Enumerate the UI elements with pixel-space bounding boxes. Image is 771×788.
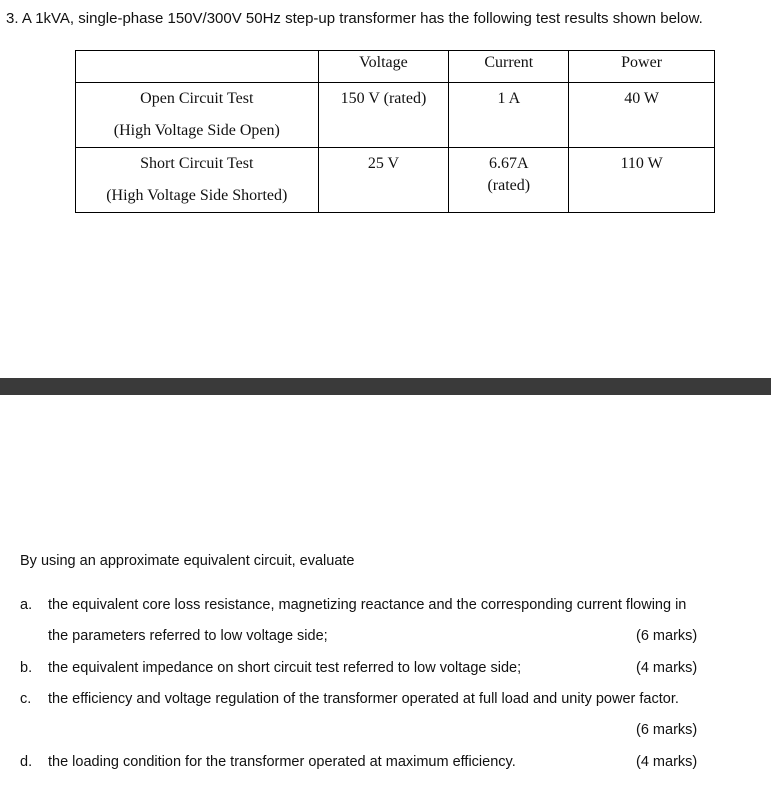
item-letter-d: d. <box>20 754 33 770</box>
current-cell <box>449 148 569 213</box>
intro-text: By using an approximate equivalent circuit, evaluate <box>20 553 355 569</box>
item-a-line2: the parameters referred to low voltage side; <box>48 628 328 644</box>
item-letter-b: b. <box>20 660 33 676</box>
header-voltage: Voltage <box>318 51 449 83</box>
item-c-marks: (6 marks) <box>636 722 698 738</box>
test-name-cell <box>76 148 319 213</box>
header-empty <box>76 51 319 83</box>
test-name-line1: Open Circuit Test <box>140 90 254 107</box>
table-row-short-circuit <box>76 148 715 213</box>
power-cell <box>569 83 715 148</box>
current-value: 6.67A <box>489 155 529 172</box>
header-current: Current <box>449 51 569 83</box>
test-name-line2: (High Voltage Side Shorted) <box>106 187 288 204</box>
current-note: (rated) <box>487 177 531 194</box>
test-name-line1: Short Circuit Test <box>140 155 254 172</box>
current-cell <box>449 83 569 148</box>
power-cell <box>569 148 715 213</box>
voltage-value: 25 V <box>367 155 400 172</box>
item-a-marks: (6 marks) <box>636 628 698 644</box>
item-b-marks: (4 marks) <box>636 660 698 676</box>
header-power: Power <box>569 51 715 83</box>
voltage-value: 150 V (rated) <box>340 90 427 107</box>
item-b-line1: the equivalent impedance on short circuit test referred to low voltage side; <box>48 660 522 676</box>
item-a-line1: the equivalent core loss resistance, magnetizing reactance and the corresponding current flowing in <box>48 597 687 613</box>
item-c-line1: the efficiency and voltage regulation of the transformer operated at full load and unity power factor. <box>48 691 679 707</box>
item-d-line1: the loading condition for the transformer operated at maximum efficiency. <box>48 754 516 770</box>
item-d-marks: (4 marks) <box>636 754 698 770</box>
item-letter-c: c. <box>20 691 32 707</box>
voltage-cell <box>318 148 449 213</box>
page-separator-band <box>0 378 771 395</box>
item-letter-a: a. <box>20 597 33 613</box>
power-value: 110 W <box>620 155 663 172</box>
test-name-line2: (High Voltage Side Open) <box>113 122 280 139</box>
power-value: 40 W <box>624 90 659 107</box>
table-header-row <box>76 51 715 83</box>
table-row-open-circuit <box>76 83 715 148</box>
test-results-table <box>75 50 715 213</box>
current-value: 1 A <box>497 90 521 107</box>
test-name-cell <box>76 83 319 148</box>
voltage-cell <box>318 83 449 148</box>
question-title: 3. A 1kVA, single-phase 150V/300V 50Hz step-up transformer has the following test results shown below. <box>6 10 703 27</box>
